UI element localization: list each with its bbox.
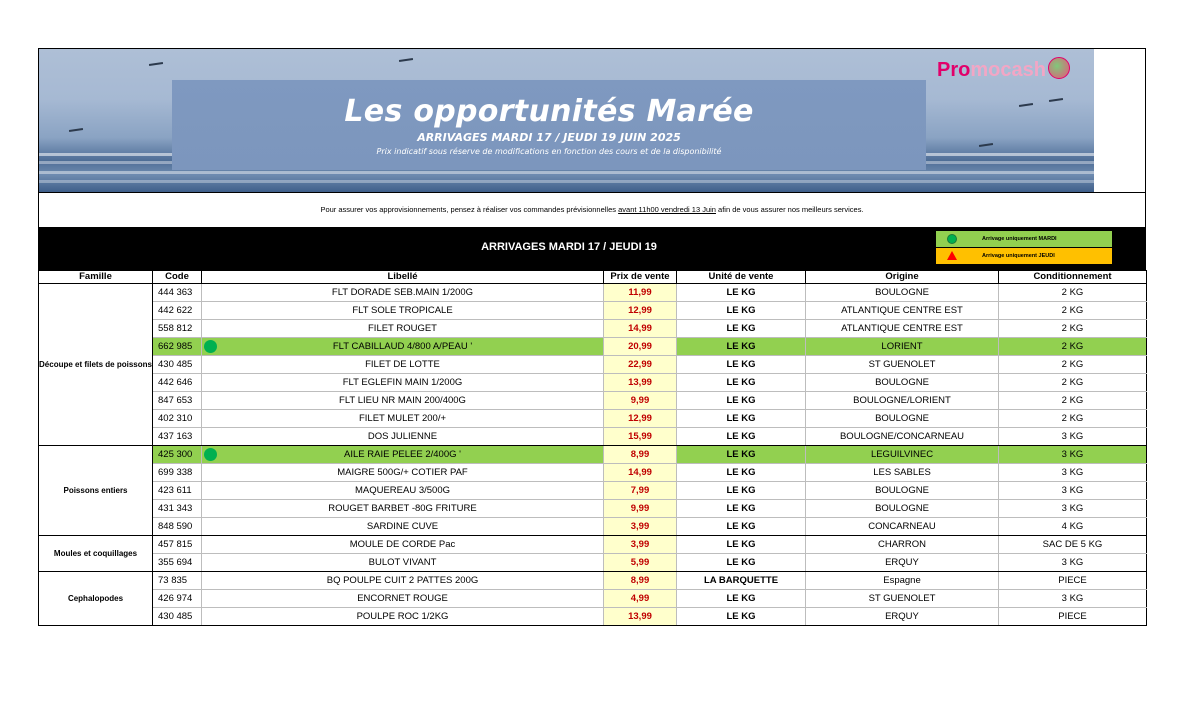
libelle-cell: ENCORNET ROUGE [202,590,604,608]
unit-cell: LE KG [677,302,806,320]
unit-cell: LE KG [677,518,806,536]
table-row [39,464,1147,482]
table-row [39,446,1147,464]
table-row [39,608,1147,626]
packaging-cell: 3 KG [999,590,1147,608]
origin-cell: BOULOGNE/CONCARNEAU [806,428,999,446]
legend [936,231,1112,266]
origin-cell: ATLANTIQUE CENTRE EST [806,320,999,338]
packaging-cell: 2 KG [999,356,1147,374]
libelle-cell [202,446,604,464]
unit-cell: LE KG [677,356,806,374]
col-prix: Prix de vente [604,271,677,284]
products-table [38,270,1147,626]
code-cell: 437 163 [153,428,202,446]
col-conditionnement: Conditionnement [999,271,1147,284]
table-row [39,356,1147,374]
unit-cell: LE KG [677,392,806,410]
origin-cell: ST GUENOLET [806,590,999,608]
libelle-cell [202,338,604,356]
packaging-cell: 2 KG [999,392,1147,410]
libelle-cell: FLT SOLE TROPICALE [202,302,604,320]
price-cell: 5,99 [604,554,677,572]
logo-text-part2: mocash [970,59,1046,81]
origin-cell: CHARRON [806,536,999,554]
info-deadline: avant 11h00 vendredi 13 Juin [618,205,716,214]
price-cell: 15,99 [604,428,677,446]
table-row [39,320,1147,338]
promocash-logo [937,57,1070,82]
col-code: Code [153,271,202,284]
libelle-cell: FLT EGLEFIN MAIN 1/200G [202,374,604,392]
code-cell: 847 653 [153,392,202,410]
libelle-text: FLT CABILLAUD 4/800 A/PEAU ' [332,341,473,352]
table-row [39,302,1147,320]
libelle-cell: FILET ROUGET [202,320,604,338]
packaging-cell: 2 KG [999,338,1147,356]
code-cell: 699 338 [153,464,202,482]
green-dot-icon [947,234,957,244]
origin-cell: LEGUILVINEC [806,446,999,464]
code-cell: 442 646 [153,374,202,392]
origin-cell: LES SABLES [806,464,999,482]
order-info [38,192,1146,227]
libelle-cell: ROUGET BARBET -80G FRITURE [202,500,604,518]
green-dot-icon [204,448,217,461]
code-cell: 662 985 [153,338,202,356]
origin-cell: LORIENT [806,338,999,356]
libelle-cell: FILET MULET 200/+ [202,410,604,428]
code-cell: 423 611 [153,482,202,500]
price-cell: 9,99 [604,500,677,518]
packaging-cell: PIECE [999,608,1147,626]
table-row [39,410,1147,428]
unit-cell: LE KG [677,446,806,464]
famille-cell: Poissons entiers [39,446,153,536]
origin-cell: CONCARNEAU [806,518,999,536]
col-famille: Famille [39,271,153,284]
code-cell: 355 694 [153,554,202,572]
price-cell: 7,99 [604,482,677,500]
unit-cell: LE KG [677,608,806,626]
code-cell: 426 974 [153,590,202,608]
packaging-cell: 2 KG [999,410,1147,428]
legend-jeudi [936,248,1112,264]
unit-cell: LE KG [677,410,806,428]
libelle-cell: MOULE DE CORDE Pac [202,536,604,554]
packaging-cell: 3 KG [999,446,1147,464]
table-row [39,392,1147,410]
price-cell: 12,99 [604,302,677,320]
libelle-cell: FLT LIEU NR MAIN 200/400G [202,392,604,410]
price-cell: 3,99 [604,518,677,536]
packaging-cell: SAC DE 5 KG [999,536,1147,554]
packaging-cell: 3 KG [999,482,1147,500]
legend-mardi [936,231,1112,247]
code-cell: 402 310 [153,410,202,428]
col-origine: Origine [806,271,999,284]
code-cell: 430 485 [153,608,202,626]
table-row [39,518,1147,536]
unit-cell: LE KG [677,374,806,392]
code-cell: 444 363 [153,284,202,302]
legend-mardi-label: Arrivage uniquement MARDI [982,236,1057,242]
table-row [39,428,1147,446]
origin-cell: ERQUY [806,608,999,626]
warning-triangle-icon [947,251,957,260]
libelle-cell: MAIGRE 500G/+ COTIER PAF [202,464,604,482]
origin-cell: ATLANTIQUE CENTRE EST [806,302,999,320]
unit-cell: LE KG [677,536,806,554]
packaging-cell: 2 KG [999,320,1147,338]
code-cell: 457 815 [153,536,202,554]
libelle-text: AILE RAIE PELEE 2/400G ' [344,449,461,460]
logo-text-part1: Pro [937,59,971,81]
col-libelle: Libellé [202,271,604,284]
famille-cell: Cephalopodes [39,572,153,626]
table-row [39,338,1147,356]
title-box [172,80,926,170]
unit-cell: LE KG [677,590,806,608]
packaging-cell: 2 KG [999,374,1147,392]
origin-cell: ST GUENOLET [806,356,999,374]
table-row [39,572,1147,590]
libelle-cell: BULOT VIVANT [202,554,604,572]
unit-cell: LE KG [677,482,806,500]
page-subtitle: ARRIVAGES MARDI 17 / JEUDI 19 JUIN 2025 [417,131,681,144]
price-cell: 20,99 [604,338,677,356]
packaging-cell: 2 KG [999,284,1147,302]
price-cell: 13,99 [604,374,677,392]
unit-cell: LE KG [677,428,806,446]
unit-cell: LE KG [677,320,806,338]
libelle-cell: FLT DORADE SEB.MAIN 1/200G [202,284,604,302]
price-cell: 8,99 [604,572,677,590]
price-cell: 4,99 [604,590,677,608]
code-cell: 425 300 [153,446,202,464]
packaging-cell: 3 KG [999,554,1147,572]
origin-cell: ERQUY [806,554,999,572]
price-cell: 8,99 [604,446,677,464]
unit-cell: LE KG [677,284,806,302]
packaging-cell: 3 KG [999,464,1147,482]
legend-jeudi-label: Arrivage uniquement JEUDI [982,253,1055,259]
code-cell: 430 485 [153,356,202,374]
unit-cell: LE KG [677,338,806,356]
famille-cell: Découpe et filets de poissons [39,284,153,446]
packaging-cell: 3 KG [999,500,1147,518]
table-row [39,482,1147,500]
packaging-cell: 3 KG [999,428,1147,446]
price-cell: 14,99 [604,464,677,482]
libelle-cell: DOS JULIENNE [202,428,604,446]
table-row [39,374,1147,392]
arrivals-title: ARRIVAGES MARDI 17 / JEUDI 19 [481,241,657,253]
col-unite: Unité de vente [677,271,806,284]
arrivals-bar [38,227,1146,270]
table-header [39,271,1147,284]
table-row [39,284,1147,302]
table-row [39,554,1147,572]
table-row [39,536,1147,554]
table-row [39,500,1147,518]
price-disclaimer: Prix indicatif sous réserve de modifications en fonction des cours et de la disponibilité [376,147,722,156]
unit-cell: LE KG [677,500,806,518]
origin-cell: BOULOGNE [806,284,999,302]
price-cell: 14,99 [604,320,677,338]
table-body [39,284,1147,626]
price-cell: 9,99 [604,392,677,410]
price-cell: 22,99 [604,356,677,374]
libelle-cell: FILET DE LOTTE [202,356,604,374]
page-title: Les opportunités Marée [344,94,754,129]
libelle-cell: SARDINE CUVE [202,518,604,536]
origin-cell: BOULOGNE [806,410,999,428]
origin-cell: BOULOGNE/LORIENT [806,392,999,410]
price-cell: 12,99 [604,410,677,428]
price-cell: 13,99 [604,608,677,626]
code-cell: 848 590 [153,518,202,536]
globe-icon [1048,57,1070,79]
origin-cell: BOULOGNE [806,500,999,518]
libelle-cell: MAQUEREAU 3/500G [202,482,604,500]
origin-cell: BOULOGNE [806,374,999,392]
header-banner [38,48,1146,192]
packaging-cell: PIECE [999,572,1147,590]
unit-cell: LE KG [677,464,806,482]
code-cell: 442 622 [153,302,202,320]
code-cell: 73 835 [153,572,202,590]
info-text-after: afin de vous assurer nos meilleurs services. [715,205,864,214]
libelle-cell: BQ POULPE CUIT 2 PATTES 200G [202,572,604,590]
libelle-cell: POULPE ROC 1/2KG [202,608,604,626]
packaging-cell: 4 KG [999,518,1147,536]
table-row [39,590,1147,608]
price-cell: 11,99 [604,284,677,302]
unit-cell: LE KG [677,554,806,572]
code-cell: 558 812 [153,320,202,338]
packaging-cell: 2 KG [999,302,1147,320]
code-cell: 431 343 [153,500,202,518]
green-dot-icon [204,340,217,353]
price-cell: 3,99 [604,536,677,554]
price-sheet [38,48,1146,626]
unit-cell: LA BARQUETTE [677,572,806,590]
famille-cell: Moules et coquillages [39,536,153,572]
info-text-before: Pour assurer vos approvisionnements, pensez à réaliser vos commandes prévisionnelles [320,205,619,214]
origin-cell: BOULOGNE [806,482,999,500]
origin-cell: Espagne [806,572,999,590]
